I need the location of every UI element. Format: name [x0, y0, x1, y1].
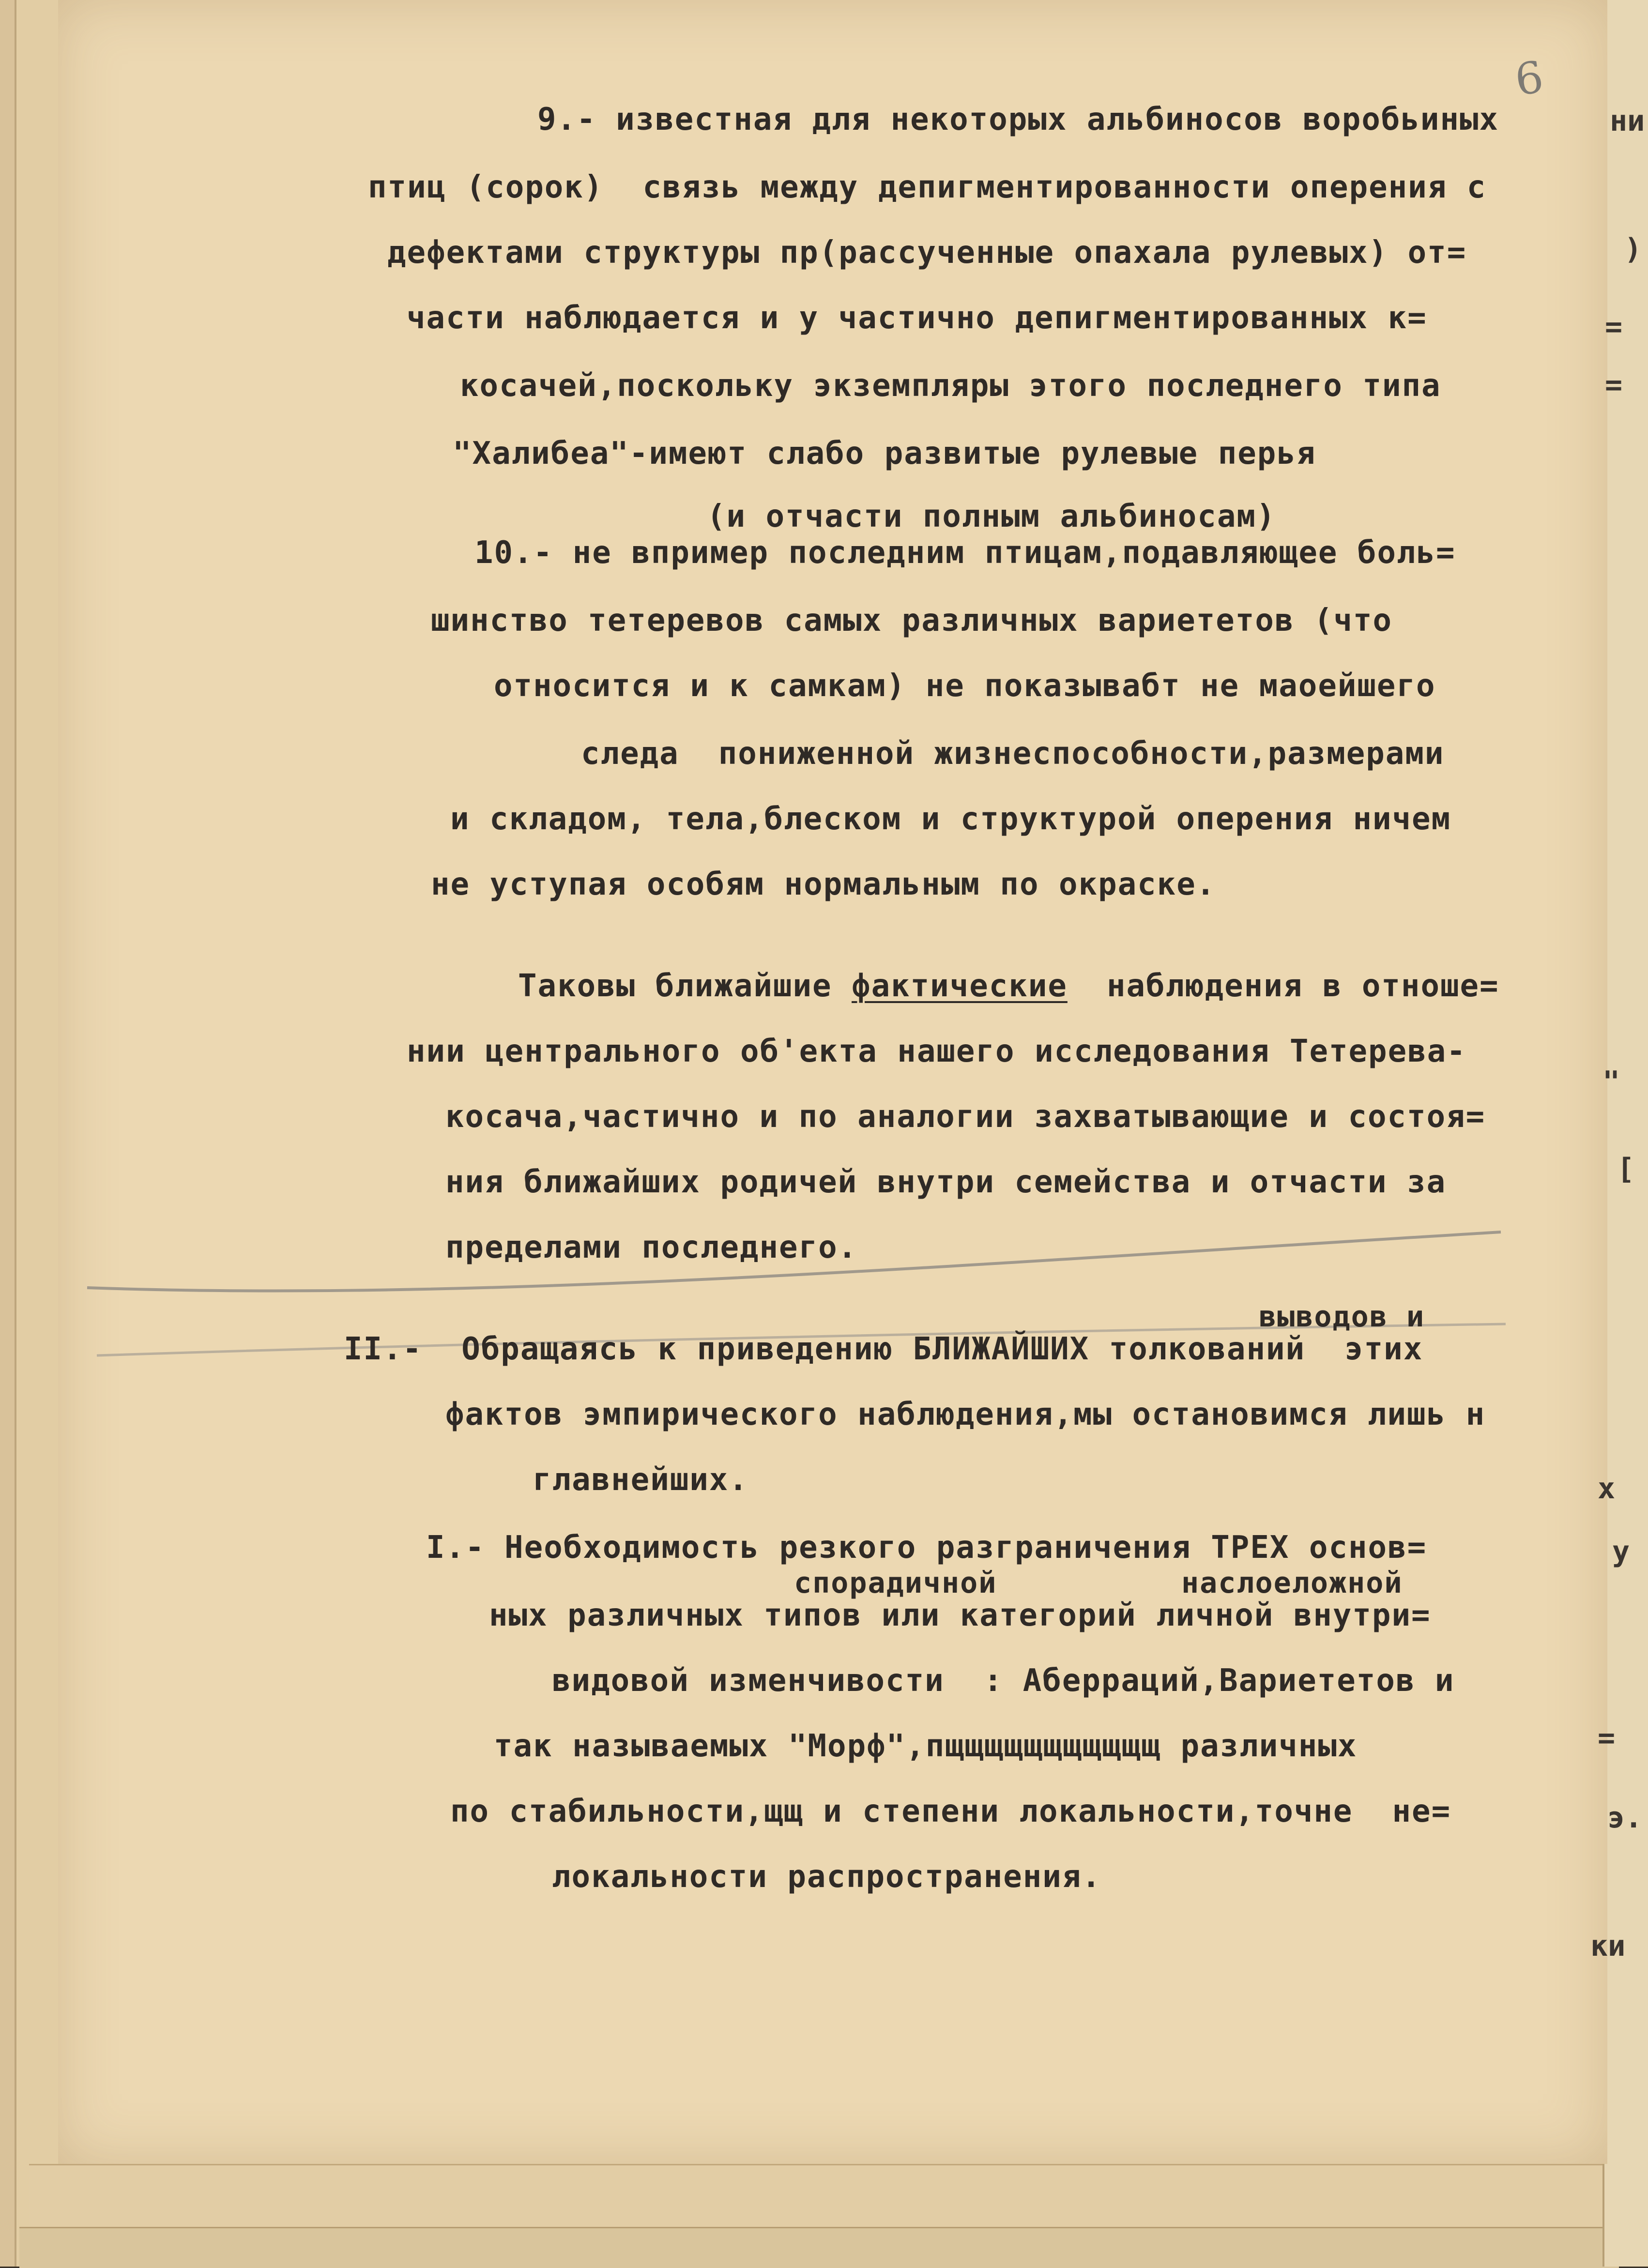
p9-line-6: "Халибеа"-имеют слабо развитые рулевые перья — [453, 436, 1316, 472]
p9-line-3: дефектами структуры пр(рассученные опахала рулевых) от= — [387, 235, 1467, 271]
summary-line-2: нии центрального об'екта нашего исследования Тетерева- — [407, 1034, 1466, 1069]
bottom-sheet-edge — [29, 2164, 1609, 2228]
margin-mark: = — [1605, 310, 1623, 344]
p10-line-1: 10.- не впример последним птицам,подавляющее боль= — [474, 535, 1456, 571]
p11-insertion: выводов и — [1259, 1300, 1425, 1334]
item1-insert-b: наслоеложной — [1181, 1566, 1403, 1600]
margin-mark: = — [1598, 1721, 1616, 1755]
margin-mark: ки — [1590, 1929, 1626, 1963]
margin-mark: ) — [1624, 232, 1642, 266]
p11-line-2: фактов эмпирического наблюдения,мы остановимся лишь н — [445, 1397, 1486, 1432]
summary-line-5: пределами последнего. — [445, 1230, 858, 1265]
margin-mark: " — [1602, 1065, 1620, 1099]
document-page — [58, 0, 1607, 2164]
item1-line-5: по стабильности,щщ и степени локальности,точне не= — [450, 1794, 1451, 1829]
margin-mark: у — [1612, 1535, 1630, 1568]
item1-line-2: ных различных типов или категорий личной внутри= — [489, 1598, 1431, 1633]
p9-insertion: (и отчасти полным альбиносам) — [707, 499, 1276, 534]
p9-line-2: птиц (сорок) связь между депигментированности оперения с — [368, 169, 1487, 205]
p10-line-3: относится и к самкам) не показывабт не маоейшего — [494, 668, 1436, 704]
summary-line-3: косача,частично и по аналогии захватывающие и состоя= — [445, 1099, 1486, 1135]
item1-line-1: I.- Необходимость резкого разграничения ТРЕХ основ= — [426, 1530, 1427, 1566]
p9-line-4: части наблюдается и у частично депигментированных к= — [407, 300, 1427, 336]
pencil-line — [58, 0, 1607, 1404]
margin-mark: = — [1605, 368, 1623, 402]
summary-line-1: Таковы ближайшие фактические наблюдения в отноше= — [518, 968, 1499, 1004]
p9-line-5: косачей,поскольку экземпляры этого последнего типа — [460, 368, 1441, 404]
margin-mark: ни — [1610, 104, 1645, 138]
bottom-sheet-edge-lower — [19, 2227, 1619, 2268]
margin-mark: [ — [1617, 1152, 1635, 1186]
p10-line-2: шинство тетеревов самых различных вариететов (что — [431, 603, 1393, 639]
item1-line-4: так называемых "Морф",пщщщщщщщщщщщ различных — [494, 1728, 1358, 1764]
margin-mark: х — [1598, 1472, 1616, 1506]
item1-line-6: локальности распространения. — [552, 1859, 1101, 1895]
p9-line-1: 9.- известная для некоторых альбиносов воробьиных — [537, 102, 1499, 137]
margin-mark: э. — [1607, 1801, 1643, 1835]
page-number: 6 — [1511, 51, 1547, 106]
p10-line-4: следа пониженной жизнеспособности,размерами — [581, 736, 1445, 772]
p11-line-3: главнейших. — [533, 1462, 748, 1498]
summary-line-4: ния ближайших родичей внутри семейства и отчасти за — [445, 1164, 1447, 1200]
item1-line-3: видовой изменчивости : Аберраций,Вариететов и — [552, 1663, 1455, 1699]
p11-line-1: II.- Обращаясь к приведению БЛИЖАЙШИХ толкований этих — [344, 1331, 1423, 1367]
p10-line-6: не уступая особям нормальным по окраске. — [431, 867, 1216, 902]
p10-line-5: и складом, тела,блеском и структурой оперения ничем — [450, 801, 1451, 837]
underlined-word: фактические — [852, 968, 1068, 1004]
item1-insert-a: спорадичной — [794, 1566, 997, 1600]
